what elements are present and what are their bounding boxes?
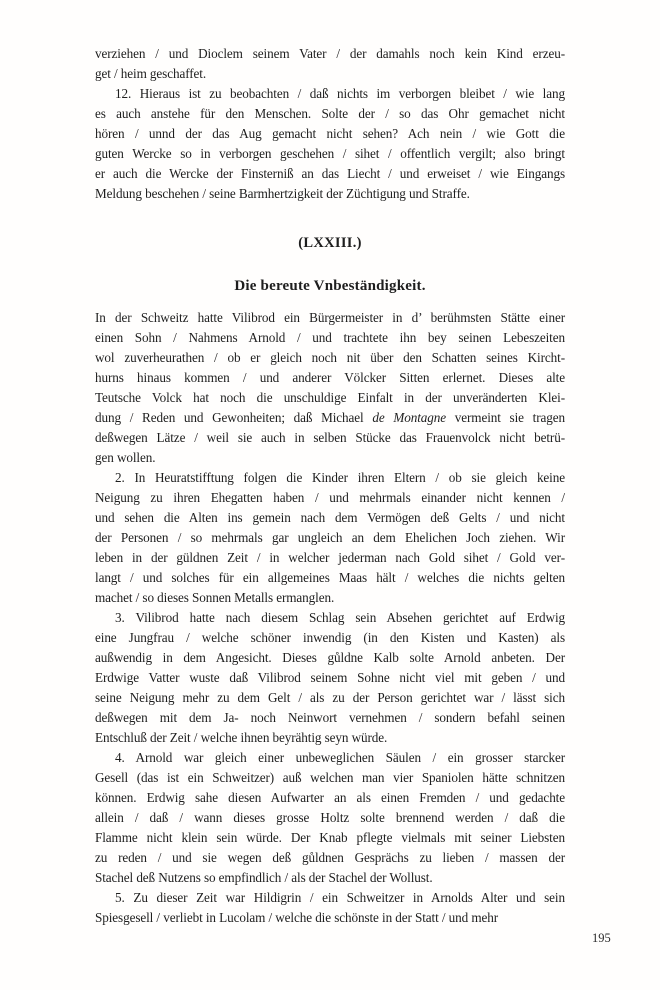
chapter-title: Die bereute Vnbeständigkeit. [234,278,426,294]
text-line: Stachel deß Nutzens so empfindlich / als der Stachel der Wollust. [95,870,433,885]
text-line: Flamme nicht klein sein würde. Der Knab pflegte vielmals mit seiner Liebsten [95,830,565,845]
text-line: get / heim geschaffet. [95,66,207,81]
text-line: es auch anstehe für den Menschen. Solte der / so das Ohr gemachet nicht [95,106,565,121]
text-line: eine Jungfrau / welche schöner inwendig (in den Kisten und Kasten) als [95,630,565,645]
text-line: der Personen / so mehrmals gar ungleich an dem Ehelichen Joch ziehen. Wir [95,530,565,545]
text-line [95,408,565,428]
text-line: langt / und solches für ein allgemeines Maas hält / welches die nichts gelten [95,570,565,585]
text-segment: vermeint sie tragen [446,410,565,425]
text-line: guten Wercke so in verborgen geschehen / sihet / offentlich vergilt; also bringt [95,146,565,161]
text-line: machet / so dieses Sonnen Metalls ermanglen. [95,590,335,605]
text-line: außwendig in dem Angesicht. Dieses gůldne Kalb solte Arnold anbeten. Der [95,650,565,665]
text-line: können. Erdwig sahe diesen Aufwarter an als einen Fremden / und gedachte [95,790,565,805]
text-line: 12. Hieraus ist zu beobachten / daß nichts im verborgen bleibet / wie lang [115,86,565,101]
chapter-heading: (LXXIII.) [298,235,362,251]
text-line: Spiesgesell / verliebt in Lucolam / welche die schönste in der Statt / und mehr [95,910,499,925]
text-line: hurns hinaus kommen / und anderer Völcker Sitten erlernet. Dieses alte [95,370,565,385]
paragraph [95,84,565,204]
text-line: 2. In Heuratstifftung folgen die Kinder ihren Eltern / ob sie gleich keine [115,470,565,485]
text-line: er auch die Wercke der Finsterniß an das Liecht / und erweiset / wie Eingangs [95,166,565,181]
paragraph [95,748,565,888]
text-segment: dung / Reden und Gewonheiten; daß Michael [95,410,373,425]
italic-text: de Montagne [372,410,447,425]
text-line: Teutsche Volck hat noch die unschuldige Einfalt in der unveränderten Klei- [95,390,565,405]
text-line: deßwegen Lätze / weil sie auch in selben Stücke das Frauenvolck nicht betrü- [95,430,565,445]
text-line: verziehen / und Dioclem seinem Vater / der damahls noch kein Kind erzeu- [95,46,565,61]
paragraph [95,888,565,928]
text-line: Neigung zu ihren Ehegatten haben / und mehrmals einander nicht kennen / [95,490,565,505]
page-number: 195 [592,931,611,945]
text-line: 5. Zu dieser Zeit war Hildigrin / ein Schweitzer in Arnolds Alter und sein [115,890,565,905]
text-line: allein / daß / wann dieses grosse Holtz solte brennend werden / daß die [95,810,565,825]
paragraph [95,44,565,84]
text-line: Erdwige Vatter wuste daß Vilibrod seinem Sohne nicht viel mit geben / und [95,670,565,685]
text-line: wol zuverheurathen / ob er gleich noch nit über den Schatten seines Kircht- [95,350,565,365]
text-line: zu reden / und sie wegen deß gůldnen Gesprächs zu lieben / massen der [95,850,565,865]
text-line: hören / unnd der das Aug gemacht nicht sehen? Ach nein / wie Gott die [95,126,565,141]
text-line: Meldung beschehen / seine Barmhertzigkeit der Züchtigung und Straffe. [95,186,470,201]
text-line: und sehen die Alten ins gemein nach dem Vermögen deß Gelts / und nicht [95,510,565,525]
paragraph [95,608,565,748]
text-line: In der Schweitz hatte Vilibrod ein Bürgermeister in d’ berühmsten Stätte einer [95,310,565,325]
paragraph [95,308,565,468]
text-line: einen Sohn / Nahmens Arnold / und trachtete ihn bey seinen Lebeszeiten [95,330,565,345]
text-line: seine Neigung mehr zu dem Gelt / als zu der Person gerichtet war / lässt sich [95,690,565,705]
text-line: 3. Vilibrod hatte nach diesem Schlag sein Absehen gerichtet auf Erdwig [115,610,565,625]
text-line: leben in der güldnen Zeit / in welcher jederman nach Gold sihet / Gold ver- [95,550,565,565]
text-line: deßwegen mit dem Ja- noch Neinwort vernehmen / sondern befahl seinen [95,710,565,725]
text-column [95,44,565,928]
text-line: Gesell (das ist ein Schweitzer) auß welchen man vier Spaniolen hätte schnitzen [95,770,565,785]
text-line: gen wollen. [95,450,156,465]
text-line: 4. Arnold war gleich einer unbeweglichen Säulen / ein grosser starcker [115,750,565,765]
text-line: Entschluß der Zeit / welche ihnen beyrähtig seyn würde. [95,730,388,745]
paragraph [95,468,565,608]
